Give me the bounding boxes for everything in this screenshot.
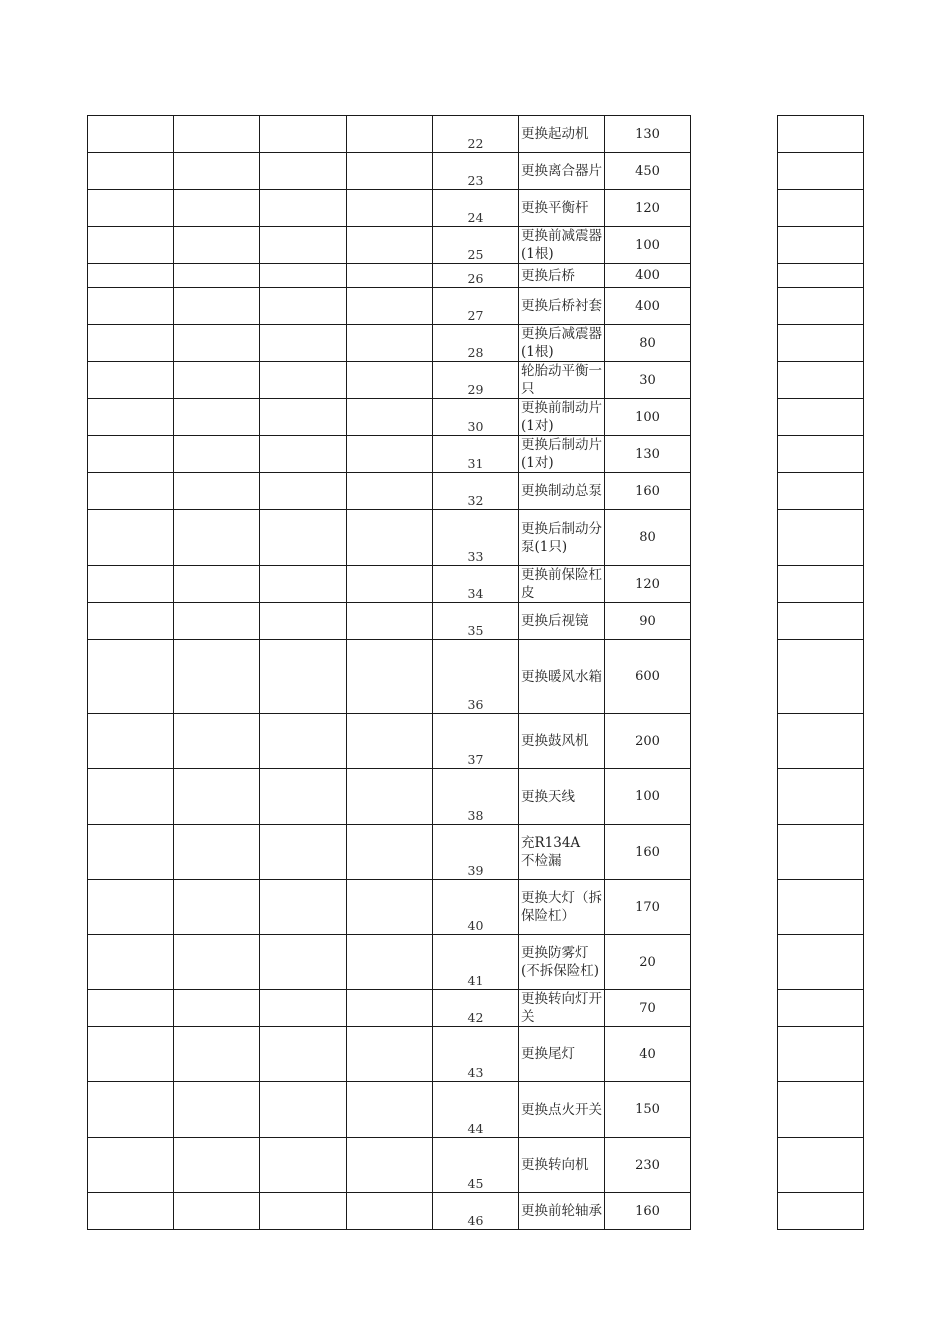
empty-cell: [347, 603, 433, 640]
price-cell: 30: [605, 362, 691, 399]
repair-item-cell: 轮胎动平衡一只: [519, 362, 605, 399]
price-cell: 120: [605, 190, 691, 227]
empty-cell: [260, 1193, 347, 1230]
price-cell: 120: [605, 566, 691, 603]
empty-cell: [88, 116, 174, 153]
price-cell: 130: [605, 436, 691, 473]
empty-cell: [88, 990, 174, 1027]
item-number-cell: 34: [433, 566, 519, 603]
table-row: [88, 714, 864, 769]
table-row: [88, 190, 864, 227]
empty-cell: [347, 990, 433, 1027]
empty-cell: [347, 825, 433, 880]
price-cell: 80: [605, 325, 691, 362]
table-row: [88, 603, 864, 640]
column-gap: [691, 190, 778, 227]
repair-item-cell: 更换后桥衬套: [519, 288, 605, 325]
empty-cell: [88, 1193, 174, 1230]
price-cell: 70: [605, 990, 691, 1027]
empty-cell: [347, 288, 433, 325]
empty-cell: [260, 116, 347, 153]
empty-cell: [88, 288, 174, 325]
empty-cell: [347, 227, 433, 264]
item-number-cell: 24: [433, 190, 519, 227]
empty-cell: [778, 640, 864, 714]
repair-item-cell: 更换平衡杆: [519, 190, 605, 227]
table-row: [88, 362, 864, 399]
empty-cell: [347, 264, 433, 288]
empty-cell: [260, 436, 347, 473]
table-row: [88, 825, 864, 880]
empty-cell: [174, 1138, 260, 1193]
column-gap: [691, 227, 778, 264]
repair-item-cell: 更换起动机: [519, 116, 605, 153]
item-number-cell: 46: [433, 1193, 519, 1230]
empty-cell: [174, 153, 260, 190]
column-gap: [691, 825, 778, 880]
empty-cell: [88, 566, 174, 603]
empty-cell: [778, 1082, 864, 1138]
empty-cell: [347, 1027, 433, 1082]
empty-cell: [88, 769, 174, 825]
empty-cell: [174, 935, 260, 990]
item-number-cell: 38: [433, 769, 519, 825]
empty-cell: [778, 880, 864, 935]
table-row: [88, 640, 864, 714]
column-gap: [691, 1138, 778, 1193]
empty-cell: [174, 264, 260, 288]
item-number-cell: 25: [433, 227, 519, 264]
price-cell: 100: [605, 227, 691, 264]
table-row: [88, 264, 864, 288]
repair-item-cell: 更换前保险杠皮: [519, 566, 605, 603]
empty-cell: [260, 935, 347, 990]
item-number-cell: 42: [433, 990, 519, 1027]
empty-cell: [88, 1027, 174, 1082]
empty-cell: [260, 264, 347, 288]
price-cell: 20: [605, 935, 691, 990]
empty-cell: [174, 227, 260, 264]
table-body: [88, 116, 864, 1230]
empty-cell: [88, 227, 174, 264]
item-number-cell: 33: [433, 510, 519, 566]
item-number-cell: 22: [433, 116, 519, 153]
repair-item-cell: 更换后制动片 (1对): [519, 436, 605, 473]
empty-cell: [260, 399, 347, 436]
empty-cell: [778, 399, 864, 436]
column-gap: [691, 1193, 778, 1230]
item-number-cell: 30: [433, 399, 519, 436]
empty-cell: [778, 603, 864, 640]
empty-cell: [347, 769, 433, 825]
empty-cell: [778, 1138, 864, 1193]
item-number-cell: 45: [433, 1138, 519, 1193]
column-gap: [691, 436, 778, 473]
empty-cell: [347, 473, 433, 510]
repair-item-cell: 更换转向机: [519, 1138, 605, 1193]
empty-cell: [174, 990, 260, 1027]
item-number-cell: 31: [433, 436, 519, 473]
empty-cell: [88, 714, 174, 769]
empty-cell: [260, 825, 347, 880]
empty-cell: [778, 714, 864, 769]
column-gap: [691, 769, 778, 825]
repair-item-cell: 更换大灯（拆保险杠）: [519, 880, 605, 935]
item-number-cell: 43: [433, 1027, 519, 1082]
repair-item-cell: 更换鼓风机: [519, 714, 605, 769]
item-number-cell: 36: [433, 640, 519, 714]
table-row: [88, 153, 864, 190]
repair-item-cell: 更换天线: [519, 769, 605, 825]
empty-cell: [88, 880, 174, 935]
empty-cell: [778, 510, 864, 566]
empty-cell: [88, 1082, 174, 1138]
empty-cell: [174, 1082, 260, 1138]
empty-cell: [347, 116, 433, 153]
empty-cell: [778, 288, 864, 325]
item-number-cell: 37: [433, 714, 519, 769]
column-gap: [691, 566, 778, 603]
empty-cell: [260, 640, 347, 714]
empty-cell: [778, 1193, 864, 1230]
price-cell: 200: [605, 714, 691, 769]
column-gap: [691, 935, 778, 990]
table-row: [88, 990, 864, 1027]
price-cell: 160: [605, 473, 691, 510]
empty-cell: [347, 640, 433, 714]
empty-cell: [174, 566, 260, 603]
price-cell: 600: [605, 640, 691, 714]
empty-cell: [174, 603, 260, 640]
empty-cell: [174, 325, 260, 362]
price-cell: 100: [605, 399, 691, 436]
item-number-cell: 35: [433, 603, 519, 640]
price-cell: 160: [605, 1193, 691, 1230]
empty-cell: [778, 362, 864, 399]
empty-cell: [88, 825, 174, 880]
item-number-cell: 26: [433, 264, 519, 288]
empty-cell: [778, 990, 864, 1027]
table-row: [88, 116, 864, 153]
empty-cell: [778, 116, 864, 153]
item-number-cell: 41: [433, 935, 519, 990]
empty-cell: [778, 1027, 864, 1082]
repair-item-cell: 更换前轮轴承: [519, 1193, 605, 1230]
empty-cell: [347, 935, 433, 990]
repair-item-cell: 更换暖风水箱: [519, 640, 605, 714]
empty-cell: [88, 473, 174, 510]
empty-cell: [260, 769, 347, 825]
empty-cell: [778, 566, 864, 603]
table-row: [88, 227, 864, 264]
column-gap: [691, 603, 778, 640]
empty-cell: [260, 190, 347, 227]
table-row: [88, 1027, 864, 1082]
empty-cell: [347, 566, 433, 603]
empty-cell: [174, 473, 260, 510]
price-cell: 160: [605, 825, 691, 880]
column-gap: [691, 714, 778, 769]
repair-item-cell: 更换前制动片 (1对): [519, 399, 605, 436]
table-row: [88, 935, 864, 990]
price-sheet: [87, 115, 864, 1230]
repair-item-cell: 更换制动总泵: [519, 473, 605, 510]
empty-cell: [260, 288, 347, 325]
empty-cell: [347, 362, 433, 399]
table-row: [88, 1193, 864, 1230]
empty-cell: [778, 325, 864, 362]
column-gap: [691, 640, 778, 714]
empty-cell: [260, 566, 347, 603]
table-row: [88, 510, 864, 566]
empty-cell: [88, 190, 174, 227]
repair-item-cell: 更换前减震器 (1根): [519, 227, 605, 264]
repair-item-cell: 更换点火开关: [519, 1082, 605, 1138]
empty-cell: [260, 1138, 347, 1193]
column-gap: [691, 399, 778, 436]
repair-item-cell: 更换尾灯: [519, 1027, 605, 1082]
item-number-cell: 40: [433, 880, 519, 935]
empty-cell: [778, 935, 864, 990]
table-row: [88, 1138, 864, 1193]
empty-cell: [347, 436, 433, 473]
column-gap: [691, 153, 778, 190]
column-gap: [691, 264, 778, 288]
item-number-cell: 27: [433, 288, 519, 325]
item-number-cell: 39: [433, 825, 519, 880]
empty-cell: [174, 769, 260, 825]
column-gap: [691, 325, 778, 362]
empty-cell: [778, 436, 864, 473]
empty-cell: [347, 880, 433, 935]
empty-cell: [260, 880, 347, 935]
empty-cell: [260, 1027, 347, 1082]
empty-cell: [88, 935, 174, 990]
repair-item-cell: 更换防雾灯(不拆保险杠): [519, 935, 605, 990]
price-cell: 150: [605, 1082, 691, 1138]
empty-cell: [778, 190, 864, 227]
empty-cell: [260, 153, 347, 190]
price-cell: 170: [605, 880, 691, 935]
empty-cell: [88, 325, 174, 362]
column-gap: [691, 1027, 778, 1082]
empty-cell: [260, 990, 347, 1027]
price-cell: 90: [605, 603, 691, 640]
empty-cell: [174, 1027, 260, 1082]
table-row: [88, 288, 864, 325]
empty-cell: [174, 190, 260, 227]
repair-item-cell: 更换后制动分泵(1只): [519, 510, 605, 566]
table-row: [88, 566, 864, 603]
table-row: [88, 325, 864, 362]
empty-cell: [174, 825, 260, 880]
repair-item-cell: 更换离合器片: [519, 153, 605, 190]
empty-cell: [778, 227, 864, 264]
table-row: [88, 1082, 864, 1138]
empty-cell: [88, 264, 174, 288]
empty-cell: [260, 362, 347, 399]
empty-cell: [174, 714, 260, 769]
empty-cell: [347, 1193, 433, 1230]
repair-price-table: [87, 115, 864, 1230]
item-number-cell: 23: [433, 153, 519, 190]
empty-cell: [260, 473, 347, 510]
empty-cell: [174, 1193, 260, 1230]
empty-cell: [88, 510, 174, 566]
column-gap: [691, 880, 778, 935]
repair-item-cell: 更换后桥: [519, 264, 605, 288]
empty-cell: [260, 325, 347, 362]
column-gap: [691, 990, 778, 1027]
empty-cell: [260, 510, 347, 566]
price-cell: 80: [605, 510, 691, 566]
repair-item-cell: 更换后视镜: [519, 603, 605, 640]
repair-item-cell: 更换后减震器 (1根): [519, 325, 605, 362]
empty-cell: [88, 603, 174, 640]
table-row: [88, 436, 864, 473]
empty-cell: [778, 769, 864, 825]
empty-cell: [260, 603, 347, 640]
empty-cell: [174, 399, 260, 436]
item-number-cell: 29: [433, 362, 519, 399]
empty-cell: [174, 116, 260, 153]
empty-cell: [88, 153, 174, 190]
empty-cell: [778, 153, 864, 190]
empty-cell: [347, 153, 433, 190]
price-cell: 130: [605, 116, 691, 153]
empty-cell: [347, 714, 433, 769]
empty-cell: [347, 1138, 433, 1193]
price-cell: 450: [605, 153, 691, 190]
item-number-cell: 28: [433, 325, 519, 362]
repair-item-cell: 更换转向灯开关: [519, 990, 605, 1027]
column-gap: [691, 116, 778, 153]
table-row: [88, 769, 864, 825]
item-number-cell: 32: [433, 473, 519, 510]
price-cell: 100: [605, 769, 691, 825]
empty-cell: [174, 288, 260, 325]
empty-cell: [88, 640, 174, 714]
price-cell: 230: [605, 1138, 691, 1193]
empty-cell: [347, 190, 433, 227]
table-row: [88, 399, 864, 436]
price-cell: 40: [605, 1027, 691, 1082]
column-gap: [691, 1082, 778, 1138]
empty-cell: [778, 825, 864, 880]
empty-cell: [260, 714, 347, 769]
empty-cell: [347, 325, 433, 362]
price-cell: 400: [605, 288, 691, 325]
item-number-cell: 44: [433, 1082, 519, 1138]
empty-cell: [88, 362, 174, 399]
empty-cell: [174, 436, 260, 473]
column-gap: [691, 362, 778, 399]
repair-item-cell: 充R134A 不检漏: [519, 825, 605, 880]
table-row: [88, 880, 864, 935]
empty-cell: [88, 436, 174, 473]
empty-cell: [88, 399, 174, 436]
empty-cell: [174, 362, 260, 399]
table-row: [88, 473, 864, 510]
column-gap: [691, 473, 778, 510]
empty-cell: [778, 473, 864, 510]
empty-cell: [260, 227, 347, 264]
column-gap: [691, 288, 778, 325]
empty-cell: [88, 1138, 174, 1193]
column-gap: [691, 510, 778, 566]
empty-cell: [347, 1082, 433, 1138]
empty-cell: [778, 264, 864, 288]
empty-cell: [174, 640, 260, 714]
empty-cell: [174, 880, 260, 935]
empty-cell: [347, 399, 433, 436]
empty-cell: [174, 510, 260, 566]
price-cell: 400: [605, 264, 691, 288]
empty-cell: [260, 1082, 347, 1138]
empty-cell: [347, 510, 433, 566]
